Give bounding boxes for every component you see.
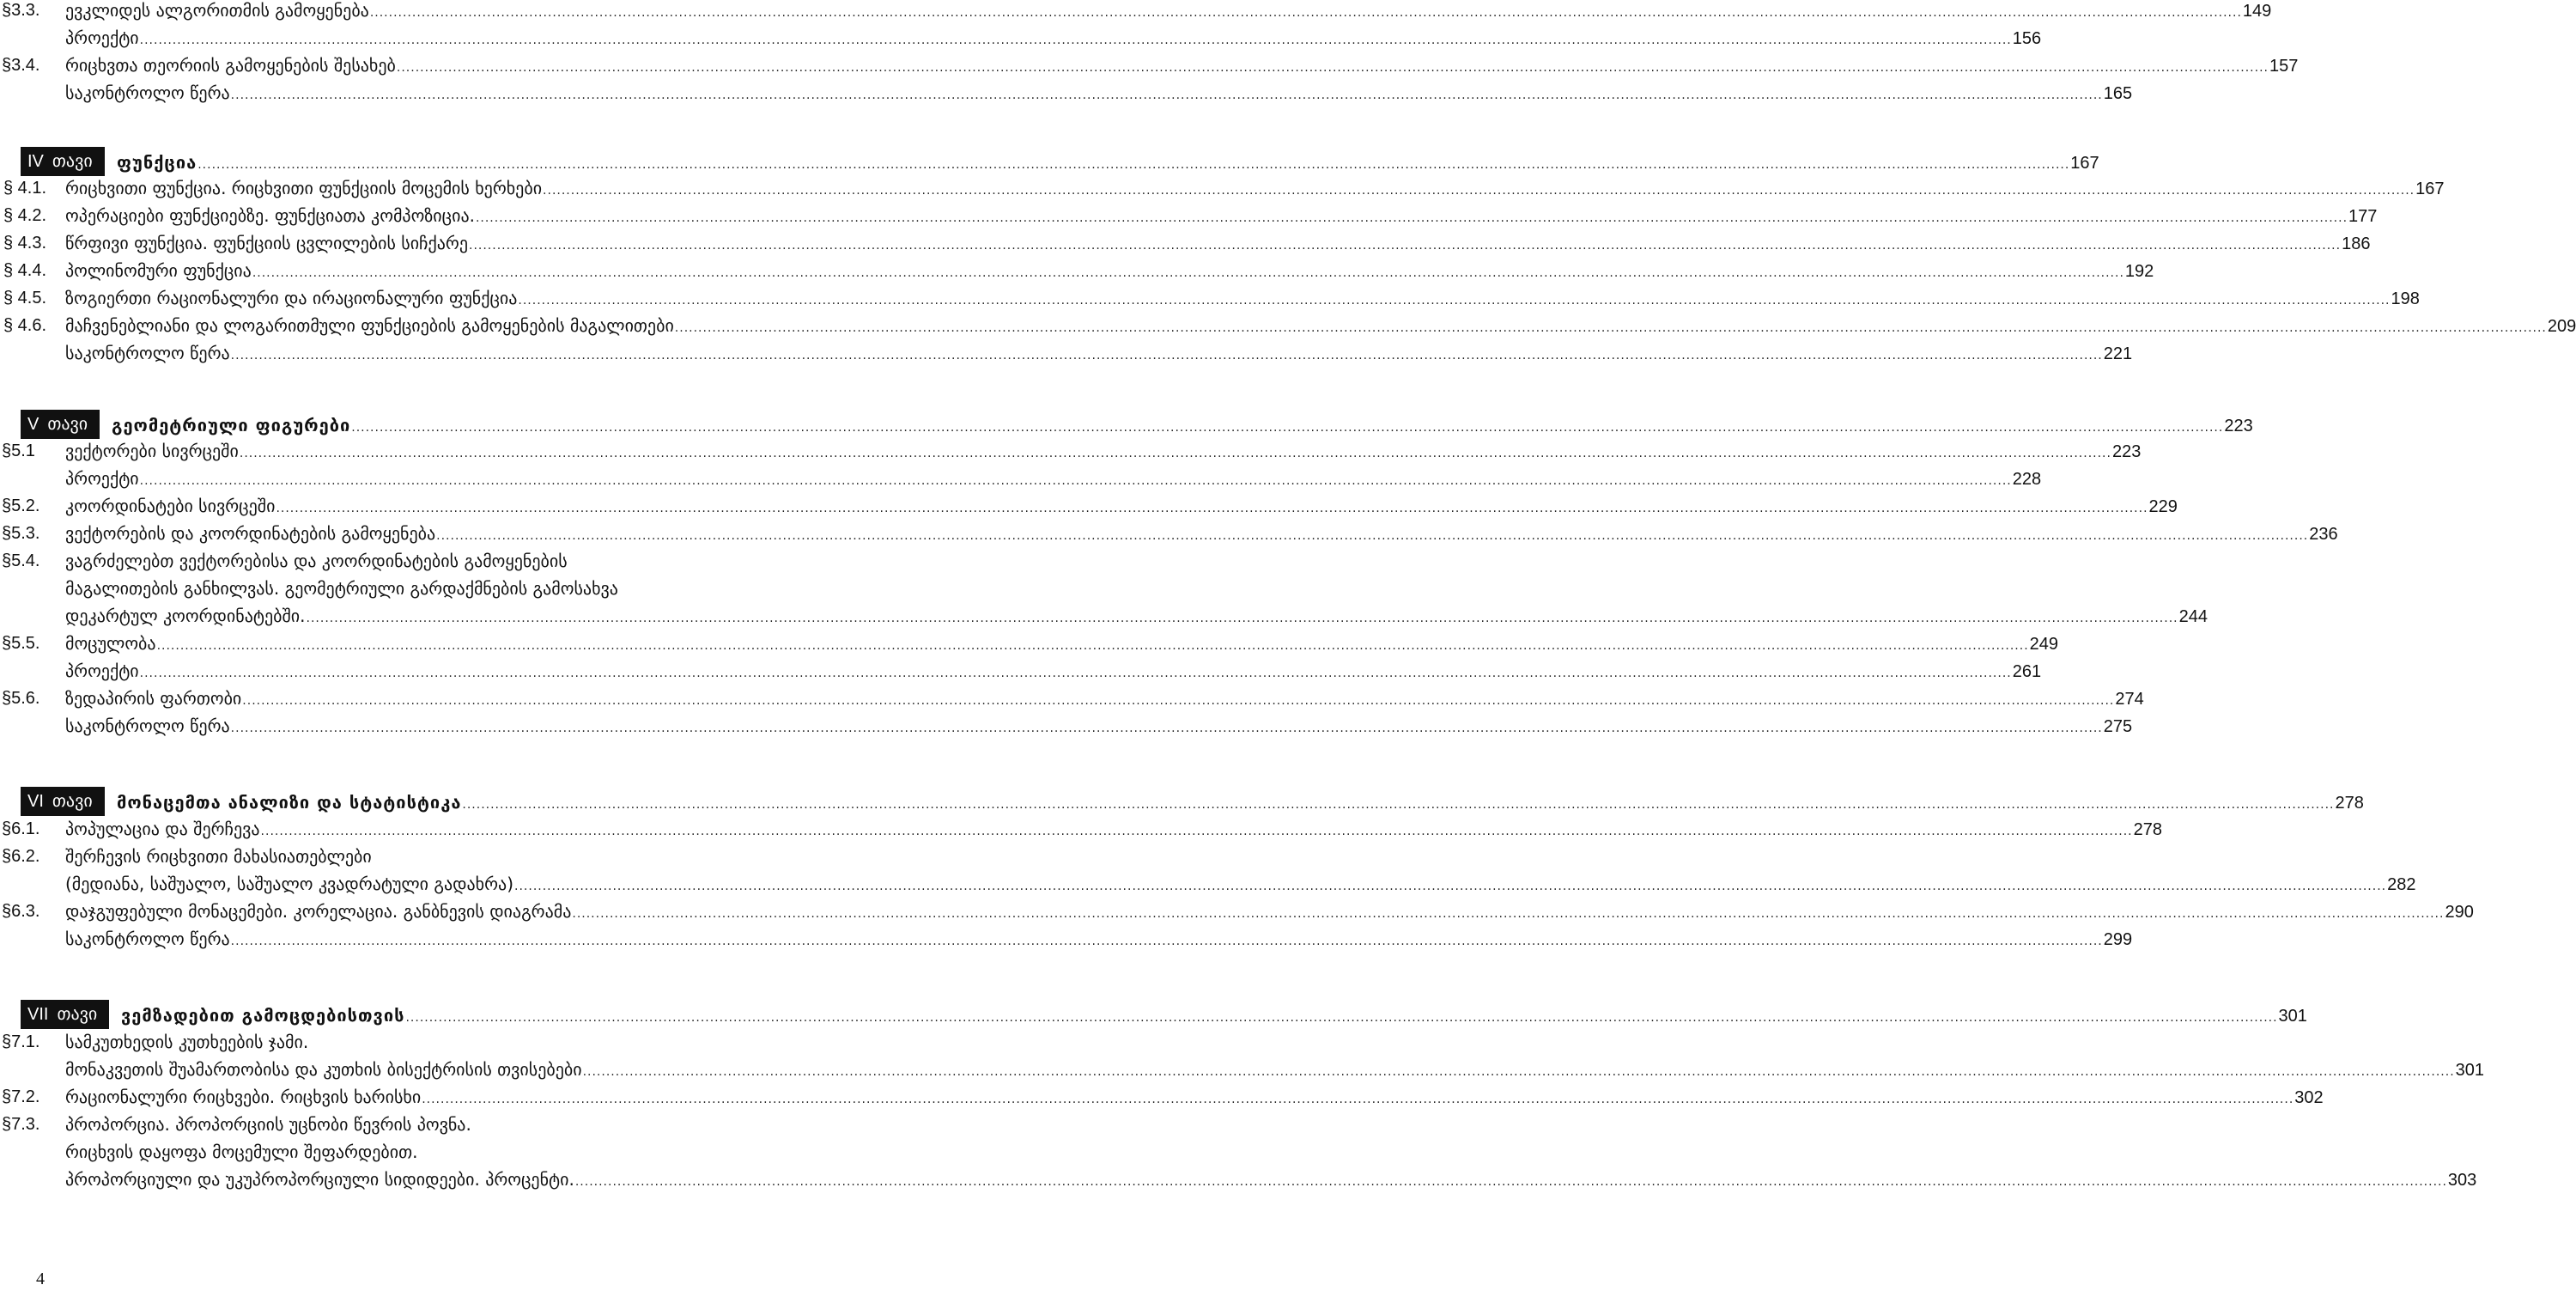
section-title: ვექტორები სივრცეში — [65, 441, 239, 461]
section-number: §6.3. — [2, 902, 40, 921]
section-title: რაციონალური რიცხვები. რიცხვის ხარისხი — [65, 1087, 422, 1107]
chapter-badge — [21, 147, 105, 176]
section-number: § 4.1. — [3, 179, 47, 198]
section-title: პროექტი — [65, 468, 139, 489]
section-title: ზედაპირის ფართობი — [65, 688, 242, 709]
chapter-number: VII — [27, 1005, 49, 1024]
toc-entry — [0, 712, 2133, 740]
section-number: §5.1 — [2, 441, 35, 460]
toc-entry — [0, 1166, 2477, 1193]
toc-entry — [0, 465, 2042, 492]
toc-entry — [0, 284, 2420, 312]
dot-leader: ................................................................................................................................................................................................................................................................................................................................................................................................................ — [518, 294, 2391, 308]
toc-entry — [0, 1083, 2324, 1111]
entry-title-line — [65, 870, 2416, 900]
page-ref: 223 — [2224, 417, 2253, 435]
page-ref: 275 — [2103, 717, 2133, 736]
entry-title-line — [65, 685, 2144, 715]
page-ref: 299 — [2103, 930, 2133, 949]
entry-title-line — [65, 602, 2208, 632]
page-ref: 157 — [2269, 57, 2299, 76]
toc-entry — [0, 602, 2208, 630]
dot-leader: ................................................................................................................................................................................................................................................................................................................................................................................................................ — [436, 529, 2309, 543]
entry-title-line — [65, 257, 2154, 287]
dot-leader: ................................................................................................................................................................................................................................................................................................................................................................................................................ — [139, 667, 2012, 680]
section-number: § 4.2. — [3, 206, 47, 225]
toc-entry — [0, 575, 824, 602]
toc-entry — [0, 257, 2154, 284]
section-title: დეკარტულ კოორდინატებში. — [65, 606, 306, 626]
dot-leader: ................................................................................................................................................................................................................................................................................................................................................................................................................ — [230, 349, 2103, 362]
page-ref: 302 — [2294, 1088, 2324, 1107]
entry-title-line — [65, 437, 2142, 467]
toc-chapter — [0, 787, 2364, 818]
toc-entry — [0, 630, 2059, 657]
page-ref: 167 — [2415, 180, 2445, 198]
page-ref: 221 — [2103, 344, 2133, 363]
section-title: დაჯგუფებული მონაცემები. კორელაცია. განბნევის დიაგრამა — [65, 901, 572, 922]
entry-title-line — [65, 815, 2162, 845]
section-number: §5.2. — [2, 496, 40, 515]
section-title: კოორდინატები სივრცეში — [65, 496, 276, 516]
toc-entry — [0, 898, 2474, 925]
chapter-word: თავი — [47, 415, 88, 434]
section-number: §7.3. — [2, 1115, 40, 1134]
chapter-badge — [21, 787, 105, 816]
section-number: §5.6. — [2, 689, 40, 708]
entry-title-line — [65, 520, 2338, 550]
dot-leader: ................................................................................................................................................................................................................................................................................................................................................................................................................ — [306, 612, 2178, 625]
entry-title-line — [65, 1028, 821, 1056]
page-ref: 249 — [2029, 635, 2059, 654]
section-title: ევკლიდეს ალგორითმის გამოყენება — [65, 0, 369, 21]
page-ref: 290 — [2445, 903, 2474, 922]
dot-leader: ................................................................................................................................................................................................................................................................................................................................................................................................................ — [260, 825, 2133, 838]
page-ref: 278 — [2335, 794, 2364, 813]
toc-entry — [0, 520, 2338, 547]
chapter-number: V — [27, 415, 39, 434]
dot-leader: ................................................................................................................................................................................................................................................................................................................................................................................................................ — [276, 502, 2148, 515]
dot-leader: ................................................................................................................................................................................................................................................................................................................................................................................................................ — [139, 33, 2012, 47]
dot-leader: ................................................................................................................................................................................................................................................................................................................................................................................................................ — [139, 474, 2012, 488]
toc-entry — [0, 1056, 2485, 1083]
page-ref: 192 — [2124, 262, 2154, 281]
dot-leader: ................................................................................................................................................................................................................................................................................................................................................................................................................ — [351, 421, 2224, 435]
chapter-title: ვემზადებით გამოცდებისთვის — [121, 1005, 405, 1026]
entry-title-line — [65, 843, 821, 870]
section-title: პროპორცია. პროპორციის უცნობი წევრის პოვნა. — [65, 1114, 471, 1135]
section-title: რიცხვითი ფუნქცია. რიცხვითი ფუნქციის მოცემის ხერხები — [65, 178, 543, 198]
entry-title-line — [65, 492, 2178, 522]
entry-title-line — [65, 0, 2272, 27]
chapter-badge — [21, 1000, 109, 1029]
dot-leader: ................................................................................................................................................................................................................................................................................................................................................................................................................ — [239, 447, 2111, 460]
section-title: მაგალითების განხილვას. გეომეტრიული გარდაქმნების გამოსახვა — [65, 578, 618, 599]
chapter-title: მონაცემთა ანალიზი და სტატისტიკა — [117, 792, 462, 813]
toc-entry — [0, 657, 2042, 685]
dot-leader: ................................................................................................................................................................................................................................................................................................................................................................................................................ — [582, 1065, 2455, 1079]
section-number: §3.3. — [2, 1, 40, 20]
entry-title-line — [65, 312, 2576, 342]
page-ref: 186 — [2342, 234, 2371, 253]
chapter-number: VI — [27, 792, 44, 811]
page-ref: 228 — [2012, 470, 2042, 489]
dot-leader: ................................................................................................................................................................................................................................................................................................................................................................................................................ — [514, 880, 2387, 893]
page-ref: 198 — [2391, 289, 2420, 308]
section-title: პროექტი — [65, 27, 139, 48]
section-title: წრფივი ფუნქცია. ფუნქციის ცვლილების სიჩქარე — [65, 233, 468, 253]
section-title: სამკუთხედის კუთხეების ჯამი. — [65, 1032, 309, 1052]
section-title: შერჩევის რიცხვითი მახასიათებლები — [65, 846, 372, 867]
dot-leader: ................................................................................................................................................................................................................................................................................................................................................................................................................ — [242, 694, 2115, 708]
entry-title-line — [65, 79, 2133, 109]
page-ref: 261 — [2012, 662, 2042, 681]
entry-title-line — [65, 1111, 821, 1138]
dot-leader: ................................................................................................................................................................................................................................................................................................................................................................................................................ — [543, 184, 2415, 198]
section-title: მოცულობა — [65, 633, 156, 654]
entry-title-line — [65, 202, 2378, 232]
entry-title-line — [65, 174, 2445, 204]
toc-entry — [0, 174, 2445, 202]
section-title: საკონტროლო წერა — [65, 716, 230, 736]
entry-title-line — [65, 547, 821, 575]
toc-entry — [0, 685, 2144, 712]
entry-title-line — [65, 712, 2133, 742]
section-title: პოლინომური ფუნქცია — [65, 260, 252, 281]
page-ref: 244 — [2178, 607, 2208, 626]
toc-entry — [0, 870, 2416, 898]
toc-entry — [0, 24, 2042, 52]
toc-entry — [0, 339, 2133, 367]
page-ref: 301 — [2278, 1007, 2307, 1026]
section-title: ვაგრძელებთ ვექტორებისა და კოორდინატების გამოყენების — [65, 551, 568, 571]
page-ref: 303 — [2447, 1171, 2477, 1190]
chapter-title: ფუნქცია — [117, 152, 197, 173]
entry-title-line — [65, 52, 2299, 82]
toc-entry — [0, 547, 824, 575]
entry-title-line — [65, 1138, 821, 1166]
dot-leader: ................................................................................................................................................................................................................................................................................................................................................................................................................ — [252, 266, 2124, 280]
toc-entry — [0, 52, 2299, 79]
section-number: §5.4. — [2, 551, 40, 570]
entry-title-line — [65, 465, 2042, 495]
section-number: § 4.6. — [3, 316, 47, 335]
toc-entry — [0, 1028, 824, 1056]
toc-chapter — [0, 147, 2099, 178]
entry-title-line — [65, 575, 821, 602]
page-ref: 165 — [2103, 84, 2133, 103]
entry-title-line — [65, 898, 2474, 928]
section-title: პროექტი — [65, 661, 139, 681]
page-ref: 278 — [2133, 820, 2162, 839]
entry-title-line — [65, 229, 2371, 259]
dot-leader: ................................................................................................................................................................................................................................................................................................................................................................................................................ — [572, 907, 2445, 921]
entry-title-line — [65, 1056, 2485, 1086]
dot-leader: ................................................................................................................................................................................................................................................................................................................................................................................................................ — [230, 935, 2103, 948]
dot-leader: ................................................................................................................................................................................................................................................................................................................................................................................................................ — [197, 158, 2070, 172]
section-number: §6.2. — [2, 847, 40, 866]
page-ref: 223 — [2111, 442, 2142, 461]
page-ref: 282 — [2387, 875, 2416, 894]
page-ref: 149 — [2242, 2, 2272, 21]
entry-title-line — [65, 925, 2133, 955]
dot-leader: ................................................................................................................................................................................................................................................................................................................................................................................................................ — [156, 639, 2029, 653]
dot-leader: ................................................................................................................................................................................................................................................................................................................................................................................................................ — [674, 321, 2547, 335]
toc-entry — [0, 843, 824, 870]
entry-title-line — [65, 1083, 2324, 1113]
section-number: § 4.4. — [3, 261, 47, 280]
section-number: §3.4. — [2, 56, 40, 75]
dot-leader: ................................................................................................................................................................................................................................................................................................................................................................................................................ — [396, 61, 2269, 75]
chapter-word: თავი — [52, 152, 93, 171]
section-number: §6.1. — [2, 819, 40, 838]
toc-entry — [0, 492, 2178, 520]
chapter-number: IV — [27, 152, 44, 171]
dot-leader: ................................................................................................................................................................................................................................................................................................................................................................................................................ — [422, 1093, 2294, 1106]
chapter-title: გეომეტრიული ფიგურები — [112, 415, 351, 435]
dot-leader: ................................................................................................................................................................................................................................................................................................................................................................................................................ — [230, 722, 2103, 735]
section-title: ზოგიერთი რაციონალური და ირაციონალური ფუნქცია — [65, 288, 518, 308]
page-ref: 236 — [2309, 525, 2338, 544]
page-number: 4 — [36, 1270, 45, 1288]
section-title: პროპორციული და უკუპროპორციული სიდიდეები. პროცენტი. — [65, 1169, 574, 1190]
entry-title-line — [65, 630, 2059, 660]
section-title: საკონტროლო წერა — [65, 82, 230, 103]
section-number: §7.1. — [2, 1032, 40, 1051]
dot-leader: ................................................................................................................................................................................................................................................................................................................................................................................................................ — [574, 1175, 2447, 1189]
section-number: §5.3. — [2, 524, 40, 543]
section-title: მონაკვეთის შუამართობისა და კუთხის ბისექტრისის თვისებები — [65, 1059, 582, 1080]
entry-title-line — [65, 657, 2042, 687]
dot-leader: ................................................................................................................................................................................................................................................................................................................................................................................................................ — [462, 798, 2335, 812]
dot-leader: ................................................................................................................................................................................................................................................................................................................................................................................................................ — [475, 211, 2348, 225]
toc-entry — [0, 437, 2142, 465]
page-ref: 274 — [2115, 690, 2144, 709]
section-number: §7.2. — [2, 1087, 40, 1106]
page-ref: 229 — [2148, 497, 2178, 516]
chapter-badge — [21, 410, 100, 439]
chapter-word: თავი — [52, 792, 93, 811]
dot-leader: ................................................................................................................................................................................................................................................................................................................................................................................................................ — [405, 1011, 2278, 1025]
entry-title-line — [65, 284, 2420, 314]
section-title: რიცხვთა თეორიის გამოყენების შესახებ — [65, 55, 396, 76]
page-ref: 301 — [2455, 1061, 2485, 1080]
dot-leader: ................................................................................................................................................................................................................................................................................................................................................................................................................ — [230, 88, 2103, 102]
page-ref: 177 — [2348, 207, 2378, 226]
entry-title-line — [65, 24, 2042, 54]
section-title: რიცხვის დაყოფა მოცემული შეფარდებით. — [65, 1142, 418, 1162]
toc-entry — [0, 925, 2133, 953]
section-number: § 4.3. — [3, 234, 47, 253]
section-title: (მედიანა, საშუალო, საშუალო კვადრატული გადახრა) — [65, 874, 514, 894]
section-title: ოპერაციები ფუნქციებზე. ფუნქციათა კომპოზიცია. — [65, 205, 475, 226]
section-title: პოპულაცია და შერჩევა — [65, 819, 260, 839]
toc-entry — [0, 1111, 824, 1138]
entry-title-line — [65, 339, 2133, 369]
page-ref: 156 — [2012, 29, 2042, 48]
toc-entry — [0, 202, 2378, 229]
page-ref: 209 — [2547, 317, 2576, 336]
chapter-word: თავი — [57, 1005, 98, 1024]
entry-title-line — [65, 1166, 2477, 1196]
page-ref: 167 — [2070, 154, 2099, 173]
toc-chapter — [0, 1000, 2307, 1031]
section-number: § 4.5. — [3, 289, 47, 308]
toc-entry — [0, 815, 2162, 843]
toc-entry — [0, 312, 2576, 339]
toc-entry — [0, 79, 2133, 107]
section-title: ვექტორების და კოორდინატების გამოყენება — [65, 523, 436, 544]
dot-leader: ................................................................................................................................................................................................................................................................................................................................................................................................................ — [469, 239, 2342, 253]
dot-leader: ................................................................................................................................................................................................................................................................................................................................................................................................................ — [369, 6, 2242, 20]
section-number: §5.5. — [2, 634, 40, 653]
toc-entry — [0, 1138, 824, 1166]
toc-entry — [0, 229, 2371, 257]
section-title: საკონტროლო წერა — [65, 929, 230, 949]
section-title: მაჩვენებლიანი და ლოგარითმული ფუნქციების გამოყენების მაგალითები — [65, 315, 674, 336]
toc-chapter — [0, 410, 2253, 441]
section-title: საკონტროლო წერა — [65, 343, 230, 363]
toc-entry — [0, 0, 2272, 24]
